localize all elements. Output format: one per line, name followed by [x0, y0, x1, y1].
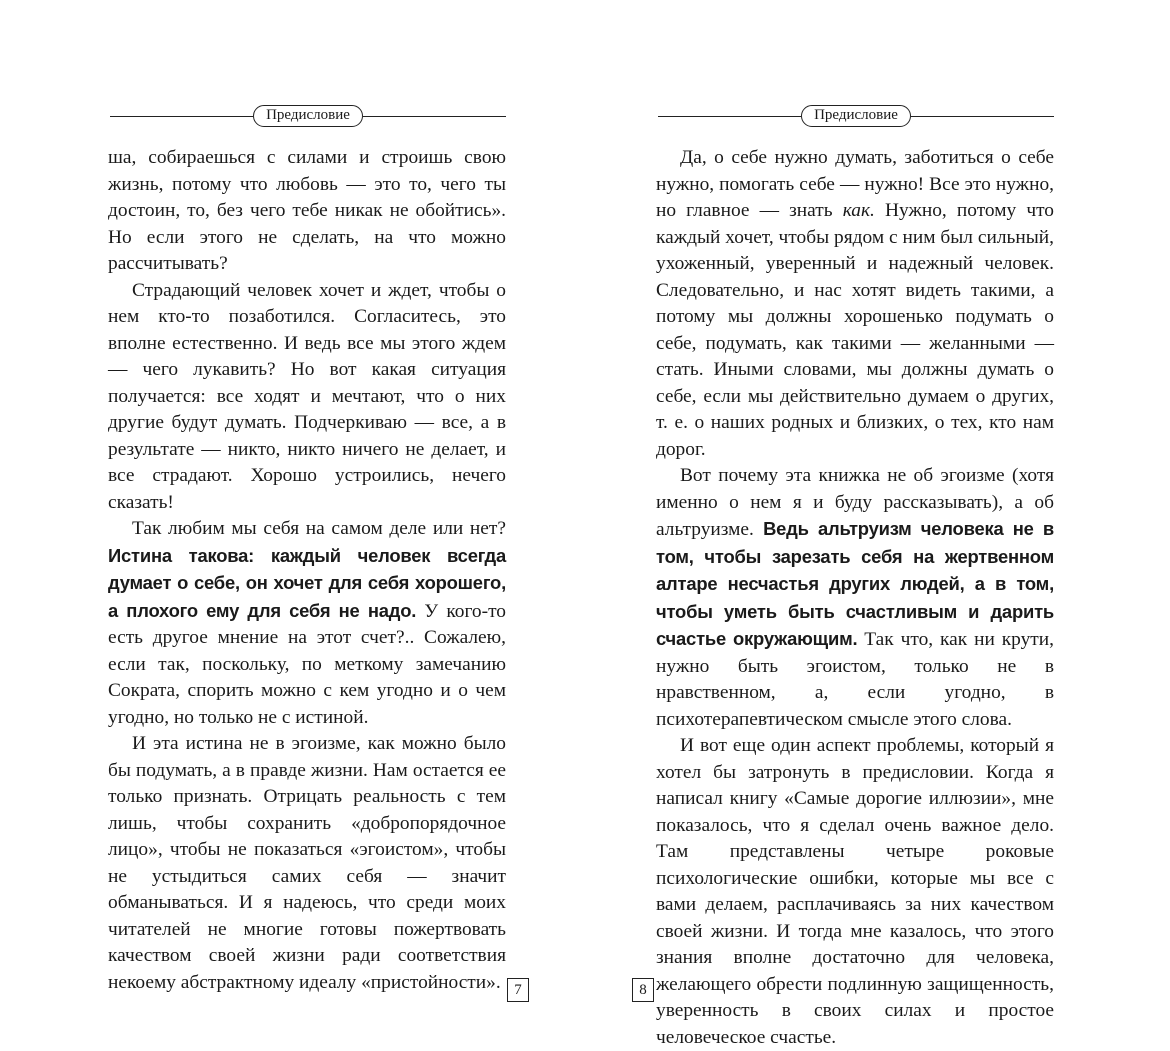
paragraph: И эта истина не в эгоизме, как можно было бы подумать, а в правде жизни. Нам остается ее только признать. Отрицать реальность с тем лишь, чтобы сохранить «добропорядочное лицо», чтобы не показаться «эгоистом», чтобы не устыдиться самих себя — значит обманываться. И я надеюсь, что среди моих читателей не многие готовы пожертвовать качеством своей жизни ради соответствия некоему абстрактному идеалу «пристойности». [108, 733, 506, 993]
text-run: У кого-то есть другое мнение на этот счет?.. Сожалею, если так, поскольку, по меткому замечанию Сократа, спорить можно с кем угодно и о чем угодно, но только не с истиной. [108, 600, 507, 728]
page-number: 8 [632, 978, 654, 1002]
right-page [585, 0, 1170, 1048]
body-text [656, 145, 1054, 1051]
italic-text-run: как. [842, 200, 875, 221]
header-rule [363, 116, 506, 117]
paragraph: И вот еще один аспект проблемы, который я хотел бы затронуть в предисловии. Когда я написал книгу «Самые дорогие иллюзии», мне показалось, что я сделал очень важное дело. Там представлены четыре роковые психологические ошибки, которые мы все с вами делаем, расплачиваясь за них качеством своей жизни. И тогда мне казалось, что этого знания вполне достаточно для человека, желающего обрести подлинную защищенность, уверенность в своих силах и простое человеческое счастье. [656, 735, 1054, 1048]
paragraph: ша, собираешься с силами и строишь свою жизнь, потому что любовь — это то, чего ты достоин, то, без чего тебе никак не обойтись». Но если этого не сделать, на что можно рассчитывать? [108, 147, 506, 274]
paragraph [108, 516, 506, 731]
left-page [0, 0, 585, 1045]
running-head-label: Предисловие [801, 105, 911, 127]
bold-text-run: Ведь альтруизм человека не в том, чтобы зарезать себя на жертвенном алтаре несчастья других людей, а в том, чтобы уметь быть счастливым и дарить счастье окружающим. [656, 518, 1054, 649]
paragraph [656, 145, 1054, 463]
running-head [110, 104, 506, 128]
bold-text-run: Истина такова: каждый человек всегда думает о себе, он хочет для себя хорошего, а плохого ему для себя не надо. [108, 544, 506, 621]
header-rule [911, 116, 1054, 117]
header-rule [110, 116, 253, 117]
header-rule [658, 116, 801, 117]
paragraph [656, 463, 1054, 733]
text-run: Так любим мы себя на самом деле или нет? [132, 518, 506, 539]
paragraph: Страдающий человек хочет и ждет, чтобы о нем кто-то позаботился. Согласитесь, это вполне естественно. И ведь все мы этого ждем — чего лукавить? Но вот какая ситуация получается: все ходят и мечтают, что о них другие будут думать. Подчеркиваю — все, а в результате — никто, никто ничего не делает, и все страдают. Хорошо устроились, нечего сказать! [108, 279, 506, 513]
text-run: Да, о себе нужно думать, заботиться о себе нужно, помогать себе — нужно! Все это нужно, но главное — знать [656, 147, 1054, 221]
text-run: Нужно, потому что каждый хочет, чтобы рядом с ним был сильный, ухоженный, уверенный и надежный человек. Следовательно, и нас хотят видеть такими, а потому мы должны хорошенько подумать о себе, подумать, как такими — желанными — стать. Иными словами, мы должны думать о себе, если мы действительно думаем о других, т. е. о наших родных и близких, о тех, кто нам дорог. [656, 200, 1054, 460]
body-text [108, 145, 506, 996]
text-run: Вот почему эта книжка не об эгоизме (хотя именно о нем я и буду рассказывать), а об альтруизме. [656, 465, 1054, 540]
text-run: Так что, как ни крути, нужно быть эгоистом, только не в нравственном, а, если угодно, в психотерапевтическом смысле этого слова. [656, 629, 1054, 730]
running-head [658, 104, 1054, 128]
page-number: 7 [507, 978, 529, 1002]
running-head-label: Предисловие [253, 105, 363, 127]
